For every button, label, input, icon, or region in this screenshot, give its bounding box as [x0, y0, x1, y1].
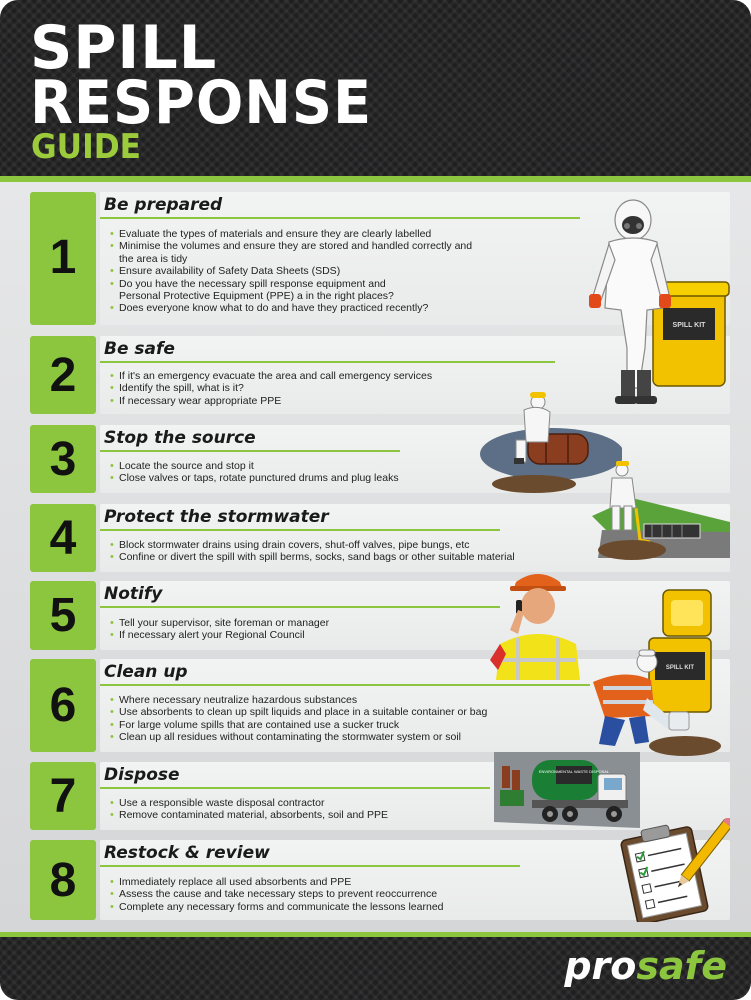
title-underline	[100, 529, 500, 531]
title-underline	[100, 787, 490, 789]
step-number-box	[30, 425, 96, 493]
bullet-item: • For large volume spills that are contained use a sucker truck	[110, 719, 487, 731]
step-number-box	[30, 504, 96, 572]
step-number-box	[30, 581, 96, 650]
bullet-item: • Remove contaminated material, absorbents, soil and PPE	[110, 809, 388, 821]
step-title: Dispose	[104, 765, 180, 785]
step-number-box	[30, 336, 96, 414]
step-title: Clean up	[104, 662, 188, 682]
bullet-list	[110, 617, 329, 642]
bullet-item: • Close valves or taps, rotate punctured drums and plug leaks	[110, 472, 399, 484]
bullet-item: • Complete any necessary forms and communicate the lessons learned	[110, 901, 444, 913]
bullet-item: • Use absorbents to clean up spilt liquids and place in a suitable container or bag	[110, 706, 487, 718]
title-underline	[100, 865, 520, 867]
step-number-box	[30, 659, 96, 752]
bullet-item: • Clean up all residues without contaminating the stormwater system or soil	[110, 731, 487, 743]
step-number: 5	[49, 589, 77, 642]
step-number: 4	[49, 512, 77, 565]
bullet-item: • Minimise the volumes and ensure they are stored and handled correctly and	[110, 240, 472, 252]
bullet-list	[110, 228, 472, 315]
step-number: 8	[49, 854, 77, 907]
kit-label: SPILL KIT	[672, 322, 706, 329]
title-line-1: SPILL	[30, 13, 218, 83]
bullet-item: • Confine or divert the spill with spill berms, socks, sand bags or other suitable material	[110, 551, 515, 563]
cleanup-worker-illustration	[585, 588, 725, 758]
title-underline	[100, 361, 555, 363]
bullet-item: the area is tidy	[119, 252, 188, 265]
step-number: 7	[49, 770, 77, 823]
title-underline	[100, 450, 400, 452]
bullet-list	[110, 797, 388, 822]
bullet-item: • If it's an emergency evacuate the area and call emergency services	[110, 370, 432, 382]
bullet-item: • Does everyone know what to do and have they practiced recently?	[110, 302, 472, 314]
bullet-item: • Identify the spill, what is it?	[110, 382, 432, 394]
hazmat-worker-illustration	[575, 198, 735, 413]
step-title: Restock & review	[104, 843, 270, 863]
bullet-item: • Do you have the necessary spill response equipment and	[110, 278, 472, 290]
bullet-item: • Use a responsible waste disposal contractor	[110, 797, 388, 809]
prosafe-logo	[564, 944, 727, 988]
bullet-list	[110, 370, 432, 407]
step-number-box	[30, 192, 96, 325]
bullet-item: • Assess the cause and take necessary steps to prevent reoccurrence	[110, 888, 444, 900]
stormwater-drain-illustration	[592, 458, 732, 566]
bullet-list	[110, 460, 399, 485]
title-line-3: GUIDE	[31, 127, 142, 167]
bullet-item: • Tell your supervisor, site foreman or manager	[110, 617, 329, 629]
bullet-item: • Ensure availability of Safety Data Sheets (SDS)	[110, 265, 472, 277]
step-number-box	[30, 762, 96, 830]
brand-text-safe: safe	[636, 944, 727, 988]
bullet-item: • Evaluate the types of materials and ensure they are clearly labelled	[110, 228, 472, 240]
phone-worker-illustration	[488, 568, 588, 680]
bullet-item: • If necessary wear appropriate PPE	[110, 395, 432, 407]
clipboard-checklist-illustration	[612, 818, 730, 922]
step-number: 6	[49, 679, 77, 732]
step-title: Be safe	[104, 339, 175, 359]
bullet-item: • Immediately replace all used absorbents and PPE	[110, 876, 444, 888]
title-underline	[100, 217, 580, 219]
bullet-item: Personal Protective Equipment (PPE) a in the right places?	[119, 290, 394, 303]
bullet-item: • Where necessary neutralize hazardous substances	[110, 694, 487, 706]
bullet-item: • Locate the source and stop it	[110, 460, 399, 472]
title-line-2: RESPONSE	[30, 68, 373, 138]
step-title: Stop the source	[104, 428, 256, 448]
bullet-item: • If necessary alert your Regional Council	[110, 629, 329, 641]
step-number: 1	[49, 231, 77, 284]
truck-label: ENVIRONMENTAL WASTE DISPOSAL	[538, 769, 610, 774]
header	[0, 0, 751, 182]
step-title: Be prepared	[104, 195, 223, 215]
step-title: Protect the stormwater	[104, 507, 329, 527]
title-underline	[100, 684, 590, 686]
bullet-list	[110, 876, 444, 913]
brand-text-pro: pro	[564, 944, 637, 988]
step-number: 3	[49, 433, 77, 486]
step-number: 2	[49, 349, 77, 402]
bullet-list	[110, 539, 515, 564]
bullet-item: • Block stormwater drains using drain covers, shut-off valves, pipe bungs, etc	[110, 539, 515, 551]
kit-label: SPILL KIT	[665, 665, 695, 671]
footer-divider	[0, 932, 751, 937]
step-title: Notify	[104, 584, 163, 604]
bullet-list	[110, 694, 487, 744]
step-number-box	[30, 840, 96, 920]
title-underline	[100, 606, 500, 608]
